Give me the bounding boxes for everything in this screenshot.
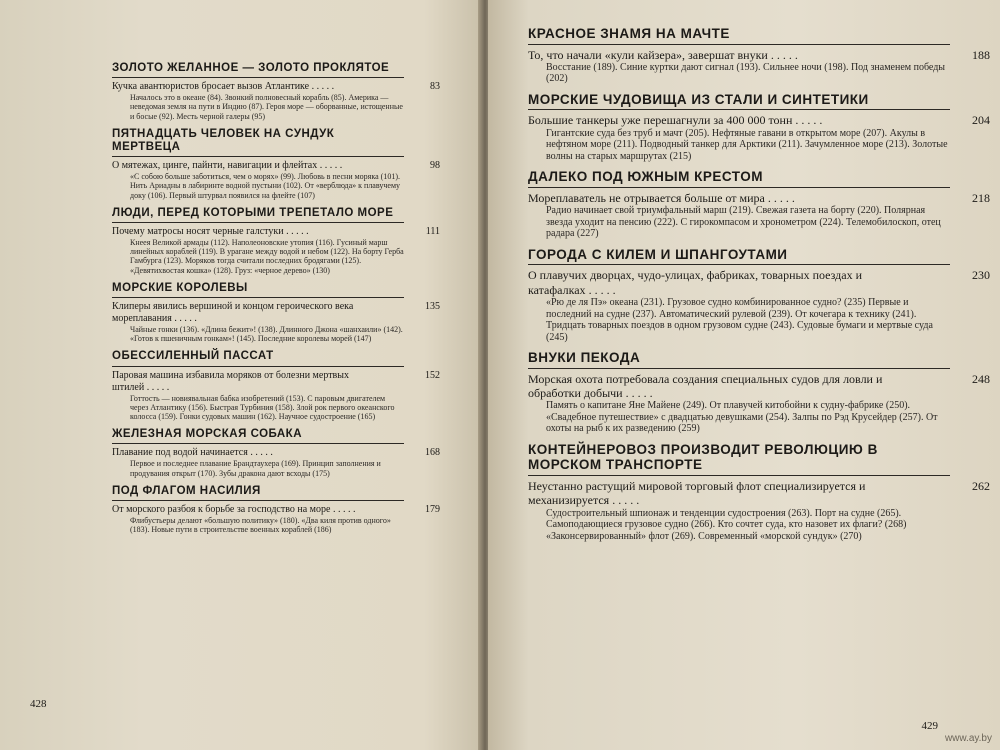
chapter-page-number: 248 <box>972 371 990 386</box>
chapter-subsections: Готтость — новиявальная бабка изобретений (153). С паровым двигателем через Атлантику (156). Быстрая Турбиния (158). Злой рок первого океанского колосса (159). Гонки судовых машин (162). Научное судостроение (165) <box>130 393 395 421</box>
leader-dots: . . . . . <box>609 493 640 508</box>
chapter-lead-text: О мятежах, цинге, пайнти, навигации и флейтах <box>112 160 318 172</box>
left-page <box>0 0 482 750</box>
chapter-lead <box>528 47 990 62</box>
watermark: www.ay.by <box>944 733 992 744</box>
chapter-lead-text: Плавание под водой начинается <box>112 447 248 459</box>
chapter-page-number: 168 <box>425 447 440 459</box>
toc-chapter <box>112 281 440 344</box>
leader-dots: . . . . . <box>247 447 273 459</box>
toc-chapter <box>528 91 990 162</box>
chapter-subsections: «Рю де ля Пэ» океана (231). Грузовое судно комбинированное судно? (235) Первые и последний на судне (237). Автоматический рулевой (239). От кочегара к технику (241). Тридцать товарных поездов в одном грузовом судне (243). Судовые бумаги и мертвые суда (245) <box>546 297 933 343</box>
chapter-page-number: 152 <box>425 369 440 381</box>
chapter-page-number: 83 <box>430 81 440 93</box>
left-contents <box>112 62 440 535</box>
chapter-page-number: 230 <box>972 268 990 283</box>
chapter-page-number: 135 <box>425 300 440 312</box>
chapter-page-number: 188 <box>972 47 990 62</box>
chapter-lead-text: Морская охота потребовала создания специальных судов для ловли и обработки добычи <box>528 371 883 400</box>
chapter-subsections: Восстание (189). Синие куртки дают сигнал (193). Сильнее ночи (198). Под знаменем победы (202) <box>546 61 946 85</box>
chapter-subsections: Чайные гонки (136). «Длина бежит»! (138). Длинного Джона «шанхаили» (142). «Готов к пшеничным гонкам»! (145). Последние королевы морей (147) <box>130 324 403 344</box>
toc-chapter <box>112 428 440 478</box>
chapter-lead <box>112 369 440 394</box>
leader-dots: . . . . . <box>622 385 653 400</box>
chapter-title: ГОРОДА С КИЛЕМ И ШПАНГОУТАМИ <box>528 247 950 266</box>
chapter-lead <box>528 268 990 297</box>
chapter-title: ПЯТНАДЦАТЬ ЧЕЛОВЕК НА СУНДУК МЕРТВЕЦА <box>112 128 404 157</box>
chapter-title: ДАЛЕКО ПОД ЮЖНЫМ КРЕСТОМ <box>528 169 950 188</box>
chapter-lead-text: Паровая машина избавила моряков от болезни мертвых штилей <box>112 369 350 393</box>
chapter-title: ЖЕЛЕЗНАЯ МОРСКАЯ СОБАКА <box>112 428 404 444</box>
toc-chapter <box>112 350 440 421</box>
chapter-title: ЗОЛОТО ЖЕЛАННОЕ — ЗОЛОТО ПРОКЛЯТОЕ <box>112 62 404 78</box>
toc-chapter <box>528 441 990 542</box>
toc-chapter <box>528 246 990 343</box>
leader-dots: . . . . . <box>144 381 170 393</box>
chapter-lead <box>528 190 990 205</box>
chapter-subsections: Память о капитане Яне Майене (249). От плавучей китобойни к судну-фабрике (250). «Свадебное путешествие» с двадцатью девушками (254). Залпы по Рэд Крусейдер (257). От охоты на рыб к их разведению (259) <box>546 400 938 435</box>
chapter-title: ЛЮДИ, ПЕРЕД КОТОРЫМИ ТРЕПЕТАЛО МОРЕ <box>112 207 404 223</box>
leader-dots: . . . . . <box>792 113 823 128</box>
chapter-lead-text: Мореплаватель не отрывается больше от мира <box>528 190 765 205</box>
chapter-subsections: Судостроительный шпионаж и тенденции судостроения (263). Порт на судне (265). Самоподающиеся грузовое судно (266). Кто сочтет суда, кто назовет их флаги? (268) «Законсервированный» флот (269). Современный «морской сундук» (270) <box>546 507 907 542</box>
toc-chapter <box>528 169 990 240</box>
leader-dots: . . . . . <box>317 160 343 172</box>
chapter-page-number: 218 <box>972 190 990 205</box>
chapter-title: КРАСНОЕ ЗНАМЯ НА МАЧТЕ <box>528 26 950 45</box>
chapter-title: КОНТЕЙНЕРОВОЗ ПРОИЗВОДИТ РЕВОЛЮЦИЮ В МОРСКОМ ТРАНСПОРТЕ <box>528 442 950 476</box>
chapter-subsections: Кнеея Великой армады (112). Наполеоновские утопия (116). Гусиный марш линейных кораблей (119). В урагане между водой и небом (122). На борту Герба Гамбурга (123). Моряков тогда считали последних бродягами (125). «Девятихвостая кошка» (128). Груз: «черное дерево» (130) <box>130 238 404 275</box>
chapter-lead-text: Неустанно растущий мировой торговый флот специализируется и механизируется <box>528 478 866 508</box>
chapter-lead-text: То, что начали «кули кайзера», завершат внуки <box>528 47 768 62</box>
leader-dots: . . . . . <box>767 47 798 62</box>
chapter-lead <box>112 447 440 459</box>
chapter-lead <box>528 113 990 128</box>
toc-chapter <box>112 484 440 535</box>
right-contents <box>528 26 990 542</box>
chapter-page-number: 179 <box>425 503 440 515</box>
chapter-title: МОРСКИЕ КОРОЛЕВЫ <box>112 282 404 298</box>
chapter-lead-text: От морского разбоя к борьбе за господство на море <box>112 503 331 515</box>
leader-dots: . . . . . <box>764 190 795 205</box>
chapter-subsections: «С собою больше заботиться, чем о морях» (99). Любовь в песни моряка (101). Нить Ариадны в лабиринте водной пустыни (102). От «верблюда» к плавучему доку (106). Первый штурвал появился на флейте (107) <box>130 172 400 200</box>
chapter-lead-text: Клиперы явились вершиной и концом героического века мореплавания <box>112 300 354 324</box>
chapter-lead-text: Почему матросы носят черные галстуки <box>112 226 284 237</box>
toc-chapter <box>112 62 440 121</box>
chapter-page-number: 204 <box>972 113 990 128</box>
chapter-subsections: Радио начинает свой триумфальный марш (219). Свежая газета на борту (220). Полярная звезда уходит на пенсию (222). С гирокомпасом и хронометром (224). Телемобилоскоп, отец радара (227) <box>546 205 941 240</box>
page-number-right: 429 <box>921 720 938 732</box>
leader-dots: . . . . . <box>171 312 197 324</box>
chapter-lead <box>112 160 440 172</box>
chapter-page-number: 262 <box>972 478 990 493</box>
leader-dots: . . . . . <box>330 503 356 515</box>
chapter-lead <box>112 300 440 325</box>
chapter-title: ПОД ФЛАГОМ НАСИЛИЯ <box>112 485 404 501</box>
chapter-page-number: 111 <box>425 226 440 237</box>
toc-chapter <box>112 127 440 200</box>
chapter-title: ОБЕССИЛЕННЫЙ ПАССАТ <box>112 350 404 366</box>
chapter-lead-text: Кучка авантюристов бросает вызов Атлантике <box>112 81 310 93</box>
chapter-subsections: Началось это в океане (84). Звонкий полновесный корабль (85). Америка — неведомая земля на пути в Индию (87). Героя море — оборванные, истощенные и босые (92). Месть черной галеры (95) <box>130 93 403 121</box>
chapter-title: МОРСКИЕ ЧУДОВИЩА ИЗ СТАЛИ И СИНТЕТИКИ <box>528 92 950 111</box>
leader-dots: . . . . . <box>309 81 335 93</box>
chapter-lead <box>528 478 990 508</box>
toc-chapter <box>528 350 990 435</box>
chapter-subsections: Флибустьеры делают «большую политику» (180). «Два киля против одного» (183). Новые пути в строительстве военных кораблей (186) <box>130 515 391 535</box>
chapter-lead-text: Большие танкеры уже перешагнули за 400 000 тонн <box>528 113 793 128</box>
toc-chapter <box>528 26 990 85</box>
chapter-lead <box>528 371 990 401</box>
chapter-lead-text: О плавучих дворцах, чудо-улицах, фабриках, товарных поездах и катафалках <box>528 268 862 297</box>
leader-dots: . . . . . <box>283 226 309 237</box>
chapter-lead <box>112 226 440 238</box>
leader-dots: . . . . . <box>585 282 616 297</box>
chapter-page-number: 98 <box>430 160 440 172</box>
toc-chapter <box>112 206 440 275</box>
chapter-lead <box>112 81 440 93</box>
chapter-subsections: Первое и последнее плавание Брандтаухера (169). Принцип заполнения и продувания открыт (170). Зубы дракона дают всходы (175) <box>130 459 381 478</box>
chapter-subsections: Гигантские суда без труб и мачт (205). Нефтяные гавани в открытом море (207). Акулы в нефтяном море (211). Подводный танкер для Арктики (211). Зачумленное море (213). Золотые волны на старых маршрутах (215) <box>546 127 948 162</box>
chapter-lead <box>112 503 440 516</box>
page-number-left: 428 <box>30 698 47 710</box>
right-page <box>488 0 1000 750</box>
chapter-title: ВНУКИ ПЕКОДА <box>528 350 950 369</box>
